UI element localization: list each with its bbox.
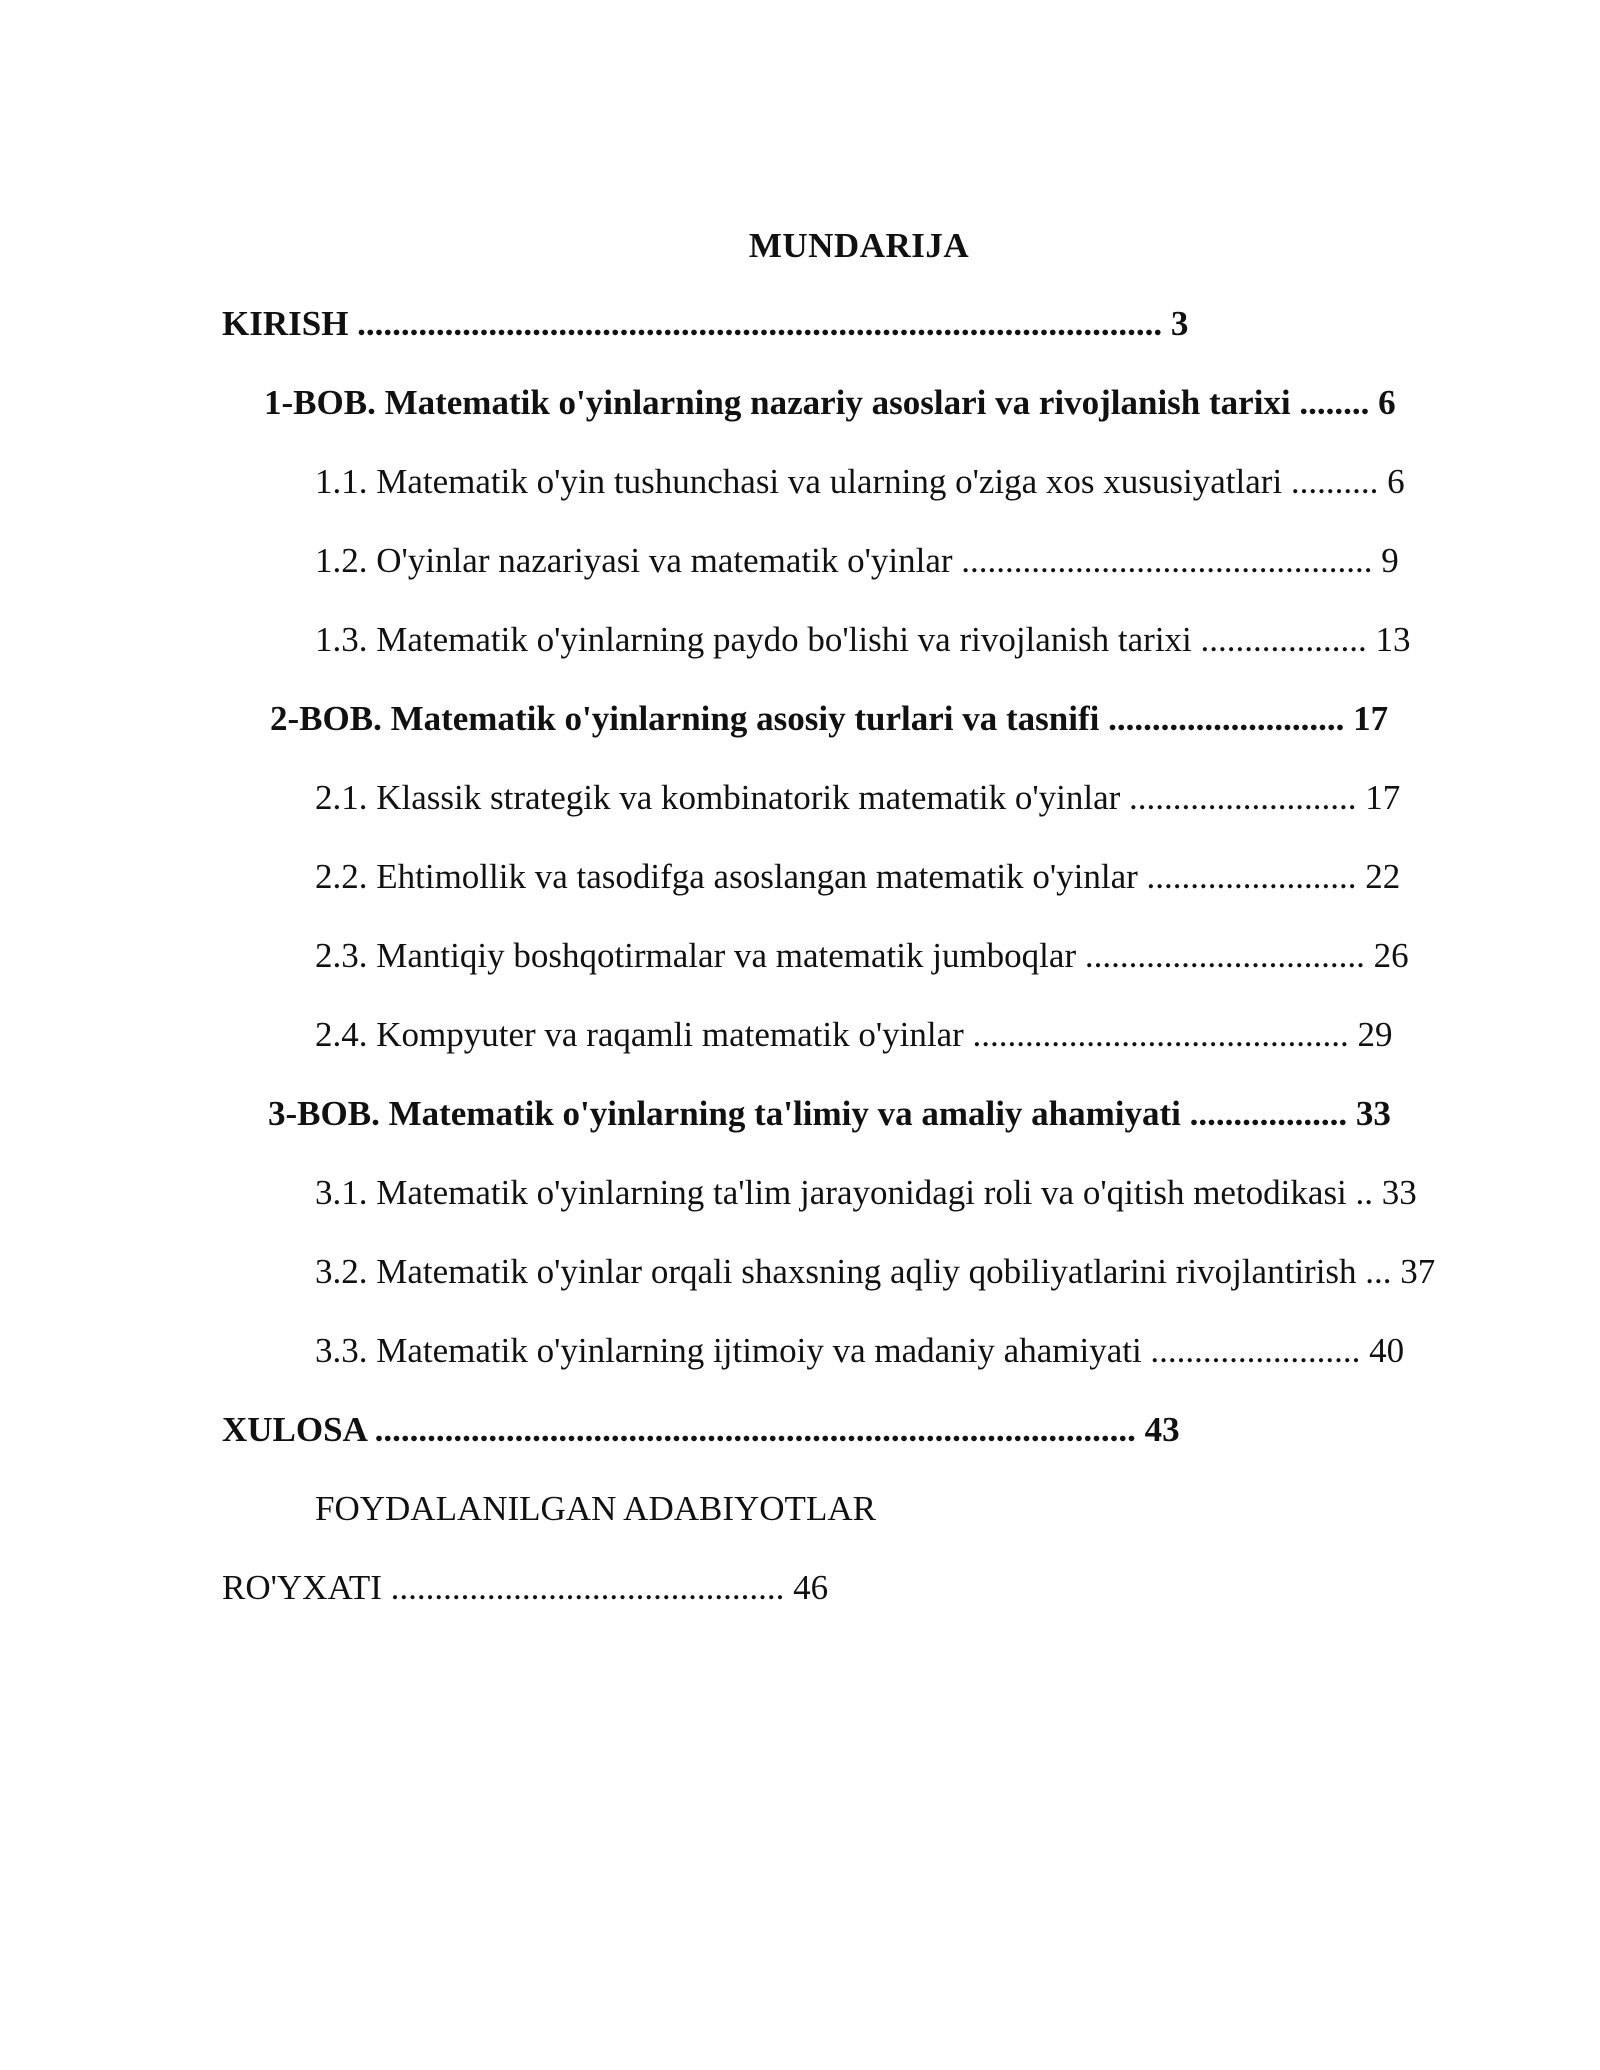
toc-section-1-2: 1.2. O'yinlar nazariyasi va matematik o'yinlar ............................................... 9 [315,541,1399,580]
toc-section-2-4: 2.4. Kompyuter va raqamli matematik o'yinlar ........................................... 29 [315,1015,1393,1054]
toc-entry-xulosa: XULOSA ....................................................................................... 43 [222,1410,1180,1449]
toc-chapter-2: 2-BOB. Matematik o'yinlarning asosiy turlari va tasnifi ........................... 17 [270,699,1389,738]
toc-section-3-2: 3.2. Matematik o'yinlar orqali shaxsning aqliy qobiliyatlarini rivojlantirish ... 37 [315,1252,1436,1291]
toc-chapter-3: 3-BOB. Matematik o'yinlarning ta'limiy va amaliy ahamiyati .................. 33 [268,1094,1391,1133]
toc-section-2-2: 2.2. Ehtimollik va tasodifga asoslangan matematik o'yinlar ........................ 22 [315,857,1401,896]
toc-section-3-3: 3.3. Matematik o'yinlarning ijtimoiy va madaniy ahamiyati ........................ 40 [315,1331,1405,1370]
toc-entry-kirish: KIRISH ............................................................................................ 3 [222,304,1189,343]
toc-entry-references-line2: RO'YXATI ............................................. 46 [222,1568,829,1607]
toc-section-1-3: 1.3. Matematik o'yinlarning paydo bo'lishi va rivojlanish tarixi ................... 13 [315,620,1411,659]
toc-section-2-3: 2.3. Mantiqiy boshqotirmalar va matematik jumboqlar ................................ 26 [315,936,1409,975]
page-title: MUNDARIJA [748,226,970,265]
toc-section-2-1: 2.1. Klassik strategik va kombinatorik matematik o'yinlar .......................... 17 [315,778,1401,817]
toc-chapter-1: 1-BOB. Matematik o'yinlarning nazariy asoslari va rivojlanish tarixi ........ 6 [264,383,1396,422]
toc-entry-references-line1: FOYDALANILGAN ADABIYOTLAR [315,1489,876,1528]
toc-section-1-1: 1.1. Matematik o'yin tushunchasi va ularning o'ziga xos xususiyatlari .......... 6 [315,462,1405,501]
toc-section-3-1: 3.1. Matematik o'yinlarning ta'lim jarayonidagi roli va o'qitish metodikasi .. 33 [315,1173,1417,1212]
